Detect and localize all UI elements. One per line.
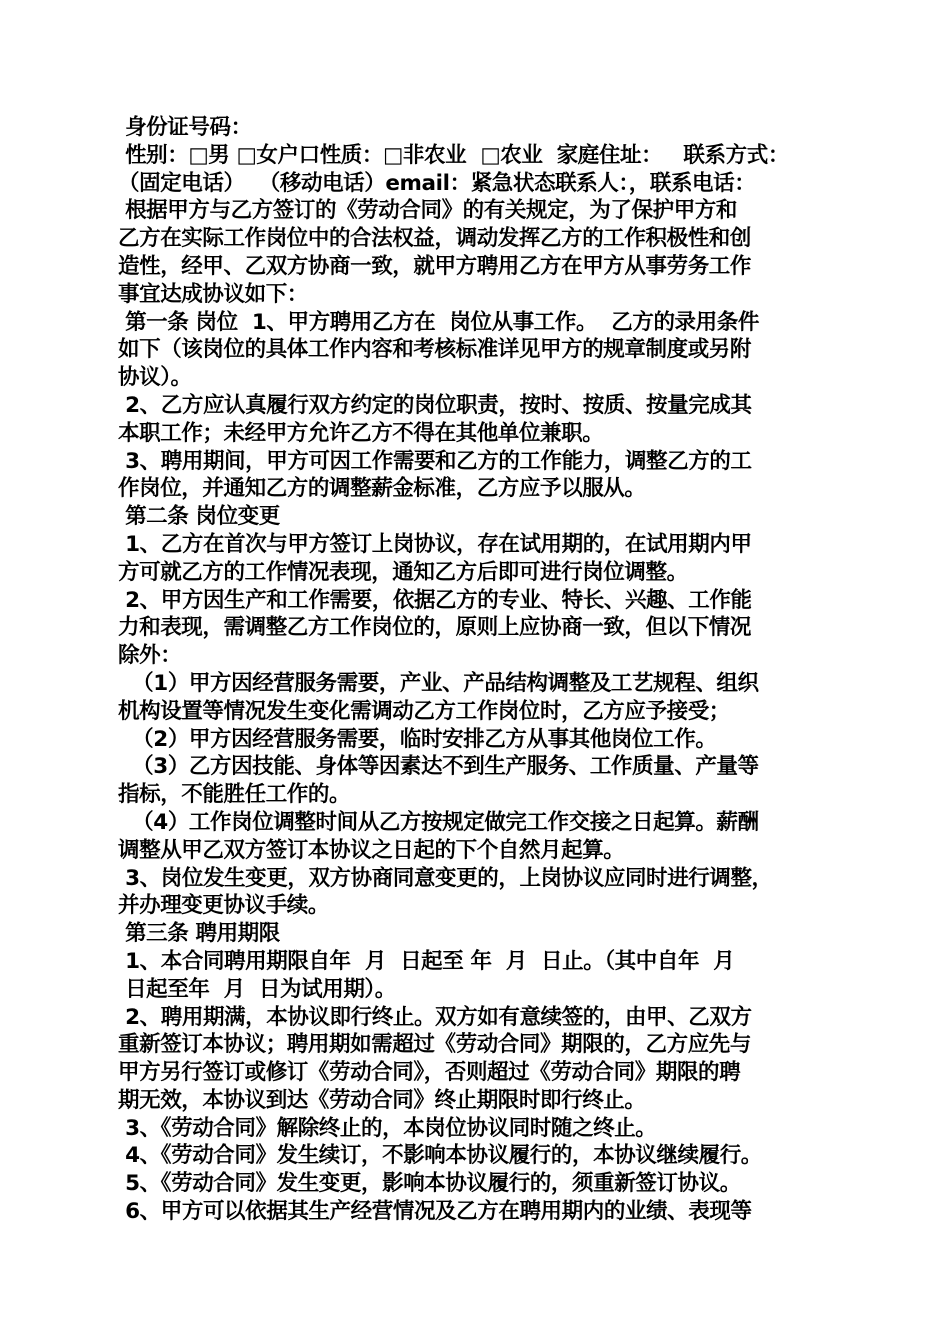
paragraph-line: （1）甲方因经营服务需要，产业、产品结构调整及工艺规程、组织: [118, 670, 759, 696]
paragraph-line: 方可就乙方的工作情况表现，通知乙方后即可进行岗位调整。: [118, 559, 688, 585]
paragraph-line: 力和表现，需调整乙方工作岗位的，原则上应协商一致，但以下情况: [118, 615, 752, 641]
article-3-heading: 第三条 聘用期限: [118, 921, 280, 947]
paragraph-line: 期无效，本协议到达《劳动合同》终止期限时即行终止。: [118, 1087, 646, 1113]
paragraph-line: 本职工作；未经甲方允许乙方不得在其他单位兼职。: [118, 420, 604, 446]
paragraph-line: 指标，不能胜任工作的。: [118, 782, 351, 808]
paragraph-line: 甲方另行签订或修订《劳动合同》，否则超过《劳动合同》期限的聘: [118, 1060, 741, 1086]
paragraph-line: 2、乙方应认真履行双方约定的岗位职责，按时、按质、按量完成其: [118, 392, 752, 418]
paragraph-line: 如下（该岗位的具体工作内容和考核标准详见甲方的规章制度或另附: [118, 337, 752, 363]
paragraph-line: 日起至年 月 日为试用期）。: [118, 976, 396, 1002]
gender-household-line: 性别：□男 □女户口性质：□非农业 □农业 家庭住址： 联系方式：: [118, 142, 789, 168]
paragraph-line: 3、岗位发生变更，双方协商同意变更的，上岗协议应同时进行调整，: [118, 865, 773, 891]
paragraph-line: 3、《劳动合同》解除终止的，本岗位协议同时随之终止。: [118, 1115, 657, 1141]
paragraph-line: （2）甲方因经营服务需要，临时安排乙方从事其他岗位工作。: [118, 726, 717, 752]
paragraph-line: 作岗位，并通知乙方的调整薪金标准，乙方应予以服从。: [118, 476, 646, 502]
paragraph-line: 根据甲方与乙方签订的《劳动合同》的有关规定，为了保护甲方和: [118, 198, 737, 224]
paragraph-line: 重新签订本协议；聘用期如需超过《劳动合同》期限的，乙方应先与: [118, 1032, 752, 1058]
paragraph-line: 6、甲方可以依据其生产经营情况及乙方在聘用期内的业绩、表现等: [118, 1199, 752, 1225]
paragraph-line: 4、《劳动合同》发生续订，不影响本协议履行的，本协议继续履行。: [118, 1143, 762, 1169]
article-2-heading: 第二条 岗位变更: [118, 504, 280, 530]
paragraph-line: 2、甲方因生产和工作需要，依据乙方的专业、特长、兴趣、工作能: [118, 587, 752, 613]
paragraph-line: 1、乙方在首次与甲方签订上岗协议，存在试用期的，在试用期内甲: [118, 531, 752, 557]
document-body: [118, 114, 846, 1226]
paragraph-line: 3、聘用期间，甲方可因工作需要和乙方的工作能力，调整乙方的工: [118, 448, 752, 474]
paragraph-line: （3）乙方因技能、身体等因素达不到生产服务、工作质量、产量等: [118, 754, 759, 780]
paragraph-line: 调整从甲乙双方签订本协议之日起的下个自然月起算。: [118, 837, 625, 863]
paragraph-line: 造性，经甲、乙双方协商一致，就甲方聘用乙方在甲方从事劳务工作: [118, 253, 752, 279]
id-number-line: 身份证号码：: [118, 115, 252, 140]
paragraph-line: （4）工作岗位调整时间从乙方按规定做完工作交接之日起算。薪酬: [118, 809, 759, 835]
paragraph-line: 事宜达成协议如下：: [118, 281, 308, 307]
article-1-heading-line: 第一条 岗位 1、甲方聘用乙方在 岗位从事工作。 乙方的录用条件: [118, 309, 759, 335]
paragraph-line: 1、本合同聘用期限自年 月 日起至 年 月 日止。（其中自年 月: [118, 948, 735, 974]
paragraph-line: 机构设置等情况发生变化需调动乙方工作岗位时，乙方应予接受；: [118, 698, 730, 724]
paragraph-line: 乙方在实际工作岗位中的合法权益，调动发挥乙方的工作积极性和创: [118, 226, 752, 252]
paragraph-line: 2、聘用期满，本协议即行终止。双方如有意续签的，由甲、乙双方: [118, 1004, 752, 1030]
paragraph-line: 5、《劳动合同》发生变更，影响本协议履行的，须重新签订协议。: [118, 1171, 741, 1197]
paragraph-line: 除外：: [118, 643, 182, 669]
paragraph-line: 协议）。: [118, 365, 192, 391]
paragraph-line: 并办理变更协议手续。: [118, 893, 330, 919]
phone-contact-line: （固定电话） （移动电话）email：紧急状态联系人：，联系电话：: [118, 170, 756, 196]
